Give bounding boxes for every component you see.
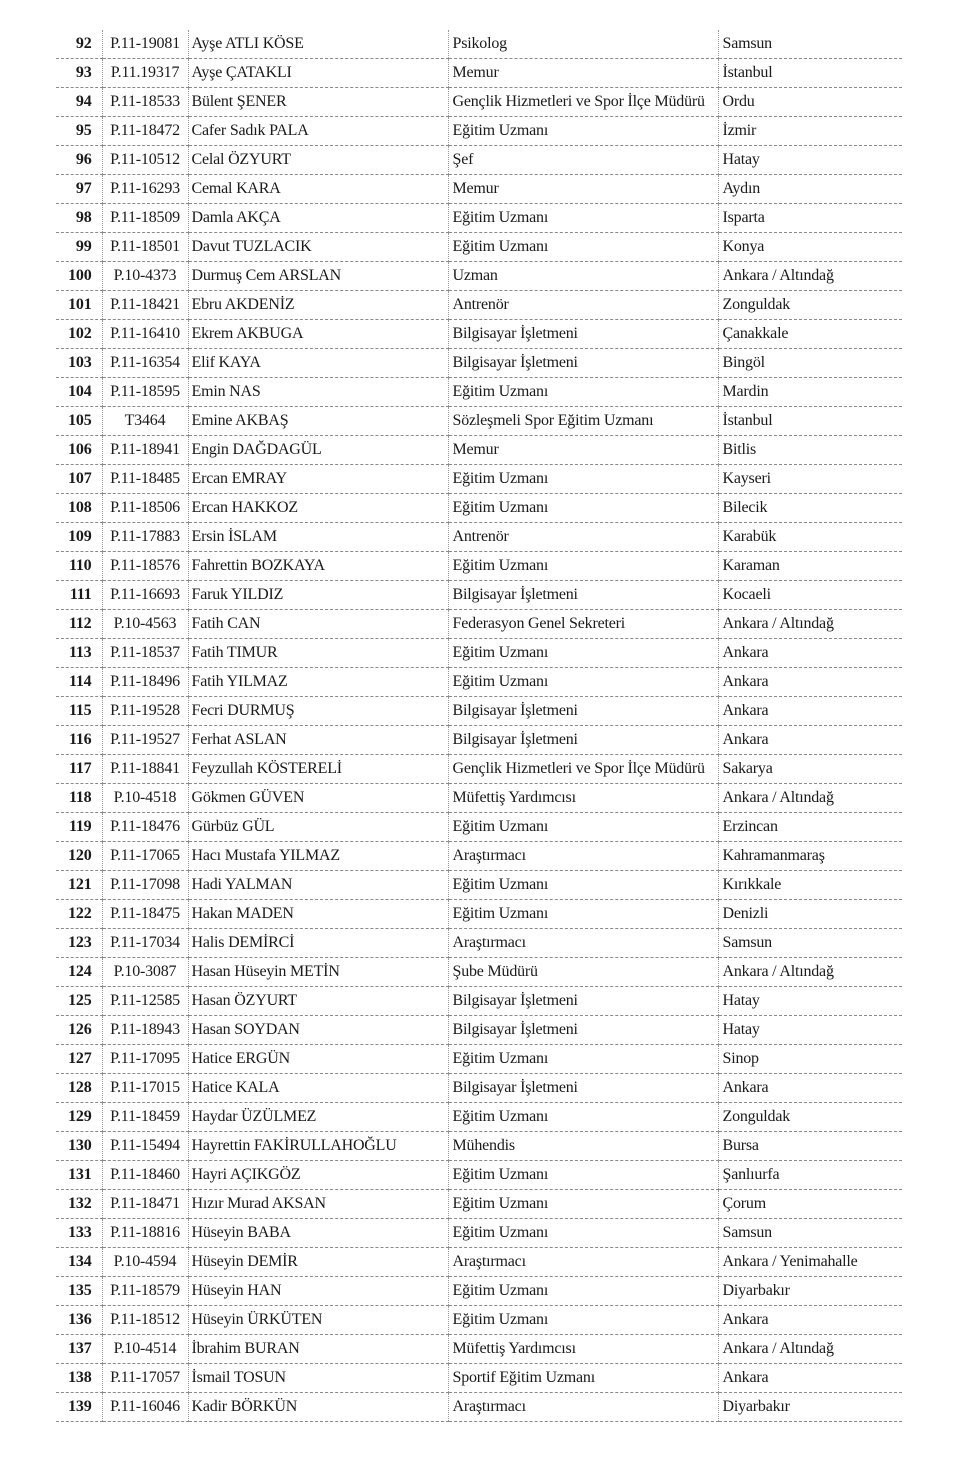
row-number-cell: 125 — [56, 987, 102, 1016]
person-name-cell: Hasan Hüseyin METİN — [188, 958, 448, 987]
table-row — [56, 726, 902, 755]
city-cell: Şanlıurfa — [718, 1161, 902, 1190]
row-number-cell: 104 — [56, 378, 102, 407]
registry-number-cell: P.11-16354 — [102, 349, 188, 378]
row-number-cell: 121 — [56, 871, 102, 900]
job-title-cell: Eğitim Uzmanı — [448, 639, 718, 668]
table-row — [56, 552, 902, 581]
person-name-cell: İsmail TOSUN — [188, 1364, 448, 1393]
person-name-cell: İbrahim BURAN — [188, 1335, 448, 1364]
registry-number-cell: P.11-16293 — [102, 175, 188, 204]
registry-number-cell: P.10-4594 — [102, 1248, 188, 1277]
city-cell: Ankara / Altındağ — [718, 262, 902, 291]
registry-number-cell: P.10-3087 — [102, 958, 188, 987]
job-title-cell: Eğitim Uzmanı — [448, 378, 718, 407]
row-number-cell: 134 — [56, 1248, 102, 1277]
registry-number-cell: P.11-10512 — [102, 146, 188, 175]
table-row — [56, 291, 902, 320]
job-title-cell: Eğitim Uzmanı — [448, 871, 718, 900]
city-cell: Diyarbakır — [718, 1277, 902, 1306]
city-cell: İstanbul — [718, 407, 902, 436]
row-number-cell: 97 — [56, 175, 102, 204]
person-name-cell: Davut TUZLACIK — [188, 233, 448, 262]
city-cell: Isparta — [718, 204, 902, 233]
table-row — [56, 88, 902, 117]
table-row — [56, 813, 902, 842]
table-row — [56, 262, 902, 291]
registry-number-cell: P.11-18816 — [102, 1219, 188, 1248]
person-name-cell: Engin DAĞDAGÜL — [188, 436, 448, 465]
table-row — [56, 697, 902, 726]
registry-number-cell: P.11-18459 — [102, 1103, 188, 1132]
table-row — [56, 117, 902, 146]
person-name-cell: Ebru AKDENİZ — [188, 291, 448, 320]
person-name-cell: Hüseyin HAN — [188, 1277, 448, 1306]
person-name-cell: Ayşe ÇATAKLI — [188, 59, 448, 88]
row-number-cell: 122 — [56, 900, 102, 929]
city-cell: Ankara / Altındağ — [718, 958, 902, 987]
registry-number-cell: P.11-16693 — [102, 581, 188, 610]
city-cell: Ankara — [718, 697, 902, 726]
row-number-cell: 107 — [56, 465, 102, 494]
table-row — [56, 465, 902, 494]
job-title-cell: Araştırmacı — [448, 842, 718, 871]
city-cell: Ankara — [718, 726, 902, 755]
registry-number-cell: P.11-19527 — [102, 726, 188, 755]
registry-number-cell: P.10-4514 — [102, 1335, 188, 1364]
registry-number-cell: P.11-18460 — [102, 1161, 188, 1190]
job-title-cell: Bilgisayar İşletmeni — [448, 320, 718, 349]
row-number-cell: 111 — [56, 581, 102, 610]
table-row — [56, 204, 902, 233]
job-title-cell: Eğitim Uzmanı — [448, 204, 718, 233]
person-name-cell: Kadir BÖRKÜN — [188, 1393, 448, 1422]
person-name-cell: Hüseyin ÜRKÜTEN — [188, 1306, 448, 1335]
person-name-cell: Hatice KALA — [188, 1074, 448, 1103]
city-cell: Bingöl — [718, 349, 902, 378]
job-title-cell: Antrenör — [448, 523, 718, 552]
registry-number-cell: P.11-17034 — [102, 929, 188, 958]
row-number-cell: 115 — [56, 697, 102, 726]
job-title-cell: Memur — [448, 436, 718, 465]
row-number-cell: 118 — [56, 784, 102, 813]
row-number-cell: 105 — [56, 407, 102, 436]
city-cell: Bursa — [718, 1132, 902, 1161]
person-name-cell: Hüseyin BABA — [188, 1219, 448, 1248]
person-name-cell: Fatih TIMUR — [188, 639, 448, 668]
city-cell: Ankara / Altındağ — [718, 784, 902, 813]
person-name-cell: Celal ÖZYURT — [188, 146, 448, 175]
person-name-cell: Durmuş Cem ARSLAN — [188, 262, 448, 291]
job-title-cell: Uzman — [448, 262, 718, 291]
person-name-cell: Ekrem AKBUGA — [188, 320, 448, 349]
person-name-cell: Cemal KARA — [188, 175, 448, 204]
city-cell: Karabük — [718, 523, 902, 552]
table-row — [56, 842, 902, 871]
person-name-cell: Haydar ÜZÜLMEZ — [188, 1103, 448, 1132]
job-title-cell: Eğitim Uzmanı — [448, 552, 718, 581]
row-number-cell: 127 — [56, 1045, 102, 1074]
registry-number-cell: P.10-4563 — [102, 610, 188, 639]
job-title-cell: Eğitim Uzmanı — [448, 668, 718, 697]
city-cell: Ankara — [718, 1306, 902, 1335]
registry-number-cell: P.11-19081 — [102, 30, 188, 59]
city-cell: Ankara / Altındağ — [718, 610, 902, 639]
registry-number-cell: P.11-18512 — [102, 1306, 188, 1335]
job-title-cell: Araştırmacı — [448, 1248, 718, 1277]
job-title-cell: Eğitim Uzmanı — [448, 813, 718, 842]
table-row — [56, 581, 902, 610]
row-number-cell: 106 — [56, 436, 102, 465]
job-title-cell: Memur — [448, 175, 718, 204]
registry-number-cell: P.11-18537 — [102, 639, 188, 668]
job-title-cell: Müfettiş Yardımcısı — [448, 1335, 718, 1364]
person-name-cell: Hasan ÖZYURT — [188, 987, 448, 1016]
table-row — [56, 378, 902, 407]
job-title-cell: Bilgisayar İşletmeni — [448, 1016, 718, 1045]
person-name-cell: Hüseyin DEMİR — [188, 1248, 448, 1277]
person-name-cell: Elif KAYA — [188, 349, 448, 378]
person-name-cell: Hızır Murad AKSAN — [188, 1190, 448, 1219]
registry-number-cell: P.11-18506 — [102, 494, 188, 523]
row-number-cell: 139 — [56, 1393, 102, 1422]
job-title-cell: Sportif Eğitim Uzmanı — [448, 1364, 718, 1393]
registry-number-cell: P.11.19317 — [102, 59, 188, 88]
row-number-cell: 132 — [56, 1190, 102, 1219]
table-row — [56, 1103, 902, 1132]
city-cell: Zonguldak — [718, 1103, 902, 1132]
registry-number-cell: P.11-18533 — [102, 88, 188, 117]
row-number-cell: 102 — [56, 320, 102, 349]
city-cell: Ankara / Yenimahalle — [718, 1248, 902, 1277]
person-name-cell: Hayrettin FAKİRULLAHOĞLU — [188, 1132, 448, 1161]
person-name-cell: Ayşe ATLI KÖSE — [188, 30, 448, 59]
registry-number-cell: P.11-18472 — [102, 117, 188, 146]
job-title-cell: Gençlik Hizmetleri ve Spor İlçe Müdürü — [448, 755, 718, 784]
table-row — [56, 349, 902, 378]
registry-number-cell: P.10-4518 — [102, 784, 188, 813]
person-name-cell: Hacı Mustafa YILMAZ — [188, 842, 448, 871]
city-cell: Aydın — [718, 175, 902, 204]
table-row — [56, 668, 902, 697]
job-title-cell: Bilgisayar İşletmeni — [448, 987, 718, 1016]
city-cell: Erzincan — [718, 813, 902, 842]
registry-number-cell: P.11-17883 — [102, 523, 188, 552]
row-number-cell: 93 — [56, 59, 102, 88]
table-row — [56, 1190, 902, 1219]
job-title-cell: Eğitim Uzmanı — [448, 1277, 718, 1306]
registry-number-cell: P.11-15494 — [102, 1132, 188, 1161]
table-row — [56, 900, 902, 929]
job-title-cell: Gençlik Hizmetleri ve Spor İlçe Müdürü — [448, 88, 718, 117]
registry-number-cell: P.11-18509 — [102, 204, 188, 233]
row-number-cell: 124 — [56, 958, 102, 987]
person-name-cell: Ferhat ASLAN — [188, 726, 448, 755]
registry-number-cell: P.11-18421 — [102, 291, 188, 320]
table-row — [56, 1045, 902, 1074]
registry-number-cell: P.11-16410 — [102, 320, 188, 349]
table-row — [56, 929, 902, 958]
registry-number-cell: P.11-18576 — [102, 552, 188, 581]
city-cell: Ankara — [718, 1364, 902, 1393]
table-row — [56, 175, 902, 204]
city-cell: Ordu — [718, 88, 902, 117]
registry-number-cell: P.11-17057 — [102, 1364, 188, 1393]
job-title-cell: Bilgisayar İşletmeni — [448, 697, 718, 726]
table-row — [56, 1161, 902, 1190]
person-name-cell: Gökmen GÜVEN — [188, 784, 448, 813]
job-title-cell: Bilgisayar İşletmeni — [448, 726, 718, 755]
job-title-cell: Eğitim Uzmanı — [448, 1219, 718, 1248]
registry-number-cell: P.11-18595 — [102, 378, 188, 407]
person-name-cell: Faruk YILDIZ — [188, 581, 448, 610]
city-cell: Sinop — [718, 1045, 902, 1074]
city-cell: İzmir — [718, 117, 902, 146]
table-row — [56, 871, 902, 900]
table-row — [56, 610, 902, 639]
job-title-cell: Eğitim Uzmanı — [448, 494, 718, 523]
person-name-cell: Emine AKBAŞ — [188, 407, 448, 436]
city-cell: Sakarya — [718, 755, 902, 784]
job-title-cell: Bilgisayar İşletmeni — [448, 581, 718, 610]
city-cell: Ankara — [718, 1074, 902, 1103]
person-name-cell: Cafer Sadık PALA — [188, 117, 448, 146]
row-number-cell: 94 — [56, 88, 102, 117]
row-number-cell: 133 — [56, 1219, 102, 1248]
person-name-cell: Damla AKÇA — [188, 204, 448, 233]
city-cell: Kahramanmaraş — [718, 842, 902, 871]
table-row — [56, 523, 902, 552]
table-row — [56, 1393, 902, 1422]
job-title-cell: Eğitim Uzmanı — [448, 1306, 718, 1335]
person-name-cell: Gürbüz GÜL — [188, 813, 448, 842]
job-title-cell: Eğitim Uzmanı — [448, 1045, 718, 1074]
registry-number-cell: P.11-12585 — [102, 987, 188, 1016]
city-cell: Diyarbakır — [718, 1393, 902, 1422]
job-title-cell: Eğitim Uzmanı — [448, 900, 718, 929]
job-title-cell: Sözleşmeli Spor Eğitim Uzmanı — [448, 407, 718, 436]
person-name-cell: Fecri DURMUŞ — [188, 697, 448, 726]
row-number-cell: 119 — [56, 813, 102, 842]
personnel-table — [56, 30, 902, 1422]
row-number-cell: 96 — [56, 146, 102, 175]
row-number-cell: 109 — [56, 523, 102, 552]
city-cell: Çanakkale — [718, 320, 902, 349]
row-number-cell: 130 — [56, 1132, 102, 1161]
row-number-cell: 95 — [56, 117, 102, 146]
row-number-cell: 135 — [56, 1277, 102, 1306]
row-number-cell: 112 — [56, 610, 102, 639]
registry-number-cell: P.11-18941 — [102, 436, 188, 465]
table-row — [56, 1219, 902, 1248]
job-title-cell: Şube Müdürü — [448, 958, 718, 987]
registry-number-cell: P.11-17015 — [102, 1074, 188, 1103]
personnel-table-body — [56, 30, 902, 1422]
city-cell: Bilecik — [718, 494, 902, 523]
row-number-cell: 138 — [56, 1364, 102, 1393]
row-number-cell: 116 — [56, 726, 102, 755]
job-title-cell: Psikolog — [448, 30, 718, 59]
row-number-cell: 126 — [56, 1016, 102, 1045]
table-row — [56, 1016, 902, 1045]
registry-number-cell: P.11-18841 — [102, 755, 188, 784]
table-row — [56, 30, 902, 59]
table-row — [56, 436, 902, 465]
person-name-cell: Bülent ŞENER — [188, 88, 448, 117]
city-cell: Karaman — [718, 552, 902, 581]
row-number-cell: 110 — [56, 552, 102, 581]
table-row — [56, 1277, 902, 1306]
table-row — [56, 987, 902, 1016]
registry-number-cell: P.11-19528 — [102, 697, 188, 726]
city-cell: Samsun — [718, 30, 902, 59]
registry-number-cell: P.11-18496 — [102, 668, 188, 697]
row-number-cell: 131 — [56, 1161, 102, 1190]
city-cell: Ankara — [718, 639, 902, 668]
person-name-cell: Emin NAS — [188, 378, 448, 407]
person-name-cell: Hasan SOYDAN — [188, 1016, 448, 1045]
table-row — [56, 320, 902, 349]
person-name-cell: Fatih YILMAZ — [188, 668, 448, 697]
row-number-cell: 137 — [56, 1335, 102, 1364]
job-title-cell: Memur — [448, 59, 718, 88]
table-row — [56, 494, 902, 523]
city-cell: Samsun — [718, 929, 902, 958]
job-title-cell: Federasyon Genel Sekreteri — [448, 610, 718, 639]
registry-number-cell: P.11-17065 — [102, 842, 188, 871]
row-number-cell: 108 — [56, 494, 102, 523]
registry-number-cell: P.11-17095 — [102, 1045, 188, 1074]
job-title-cell: Bilgisayar İşletmeni — [448, 349, 718, 378]
table-row — [56, 1248, 902, 1277]
row-number-cell: 101 — [56, 291, 102, 320]
registry-number-cell: P.11-18471 — [102, 1190, 188, 1219]
person-name-cell: Fahrettin BOZKAYA — [188, 552, 448, 581]
table-row — [56, 1306, 902, 1335]
job-title-cell: Eğitim Uzmanı — [448, 1161, 718, 1190]
person-name-cell: Hatice ERGÜN — [188, 1045, 448, 1074]
person-name-cell: Halis DEMİRCİ — [188, 929, 448, 958]
city-cell: Ankara / Altındağ — [718, 1335, 902, 1364]
job-title-cell: Eğitim Uzmanı — [448, 1103, 718, 1132]
table-row — [56, 639, 902, 668]
city-cell: Hatay — [718, 987, 902, 1016]
table-row — [56, 1132, 902, 1161]
registry-number-cell: P.10-4373 — [102, 262, 188, 291]
registry-number-cell: P.11-17098 — [102, 871, 188, 900]
registry-number-cell: P.11-18475 — [102, 900, 188, 929]
person-name-cell: Hayri AÇIKGÖZ — [188, 1161, 448, 1190]
row-number-cell: 99 — [56, 233, 102, 262]
city-cell: Konya — [718, 233, 902, 262]
city-cell: Mardin — [718, 378, 902, 407]
job-title-cell: Araştırmacı — [448, 1393, 718, 1422]
table-row — [56, 755, 902, 784]
registry-number-cell: P.11-18485 — [102, 465, 188, 494]
row-number-cell: 114 — [56, 668, 102, 697]
registry-number-cell: P.11-18476 — [102, 813, 188, 842]
person-name-cell: Hakan MADEN — [188, 900, 448, 929]
table-row — [56, 59, 902, 88]
city-cell: Ankara — [718, 668, 902, 697]
job-title-cell: Müfettiş Yardımcısı — [448, 784, 718, 813]
person-name-cell: Hadi YALMAN — [188, 871, 448, 900]
city-cell: Hatay — [718, 1016, 902, 1045]
city-cell: Zonguldak — [718, 291, 902, 320]
row-number-cell: 117 — [56, 755, 102, 784]
table-row — [56, 958, 902, 987]
table-row — [56, 1335, 902, 1364]
table-row — [56, 233, 902, 262]
row-number-cell: 113 — [56, 639, 102, 668]
city-cell: Bitlis — [718, 436, 902, 465]
table-row — [56, 146, 902, 175]
registry-number-cell: P.11-18943 — [102, 1016, 188, 1045]
city-cell: Kırıkkale — [718, 871, 902, 900]
job-title-cell: Antrenör — [448, 291, 718, 320]
job-title-cell: Eğitim Uzmanı — [448, 1190, 718, 1219]
row-number-cell: 92 — [56, 30, 102, 59]
registry-number-cell: P.11-18579 — [102, 1277, 188, 1306]
row-number-cell: 103 — [56, 349, 102, 378]
row-number-cell: 100 — [56, 262, 102, 291]
job-title-cell: Bilgisayar İşletmeni — [448, 1074, 718, 1103]
person-name-cell: Ercan EMRAY — [188, 465, 448, 494]
city-cell: Samsun — [718, 1219, 902, 1248]
city-cell: Çorum — [718, 1190, 902, 1219]
person-name-cell: Fatih CAN — [188, 610, 448, 639]
job-title-cell: Mühendis — [448, 1132, 718, 1161]
city-cell: Kayseri — [718, 465, 902, 494]
registry-number-cell: P.11-16046 — [102, 1393, 188, 1422]
table-row — [56, 1364, 902, 1393]
city-cell: Hatay — [718, 146, 902, 175]
city-cell: Kocaeli — [718, 581, 902, 610]
registry-number-cell: T3464 — [102, 407, 188, 436]
row-number-cell: 98 — [56, 204, 102, 233]
table-row — [56, 1074, 902, 1103]
job-title-cell: Eğitim Uzmanı — [448, 465, 718, 494]
table-row — [56, 407, 902, 436]
job-title-cell: Araştırmacı — [448, 929, 718, 958]
city-cell: Denizli — [718, 900, 902, 929]
job-title-cell: Eğitim Uzmanı — [448, 233, 718, 262]
city-cell: İstanbul — [718, 59, 902, 88]
row-number-cell: 120 — [56, 842, 102, 871]
person-name-cell: Ersin İSLAM — [188, 523, 448, 552]
person-name-cell: Feyzullah KÖSTERELİ — [188, 755, 448, 784]
person-name-cell: Ercan HAKKOZ — [188, 494, 448, 523]
registry-number-cell: P.11-18501 — [102, 233, 188, 262]
table-row — [56, 784, 902, 813]
row-number-cell: 128 — [56, 1074, 102, 1103]
row-number-cell: 136 — [56, 1306, 102, 1335]
row-number-cell: 123 — [56, 929, 102, 958]
job-title-cell: Eğitim Uzmanı — [448, 117, 718, 146]
row-number-cell: 129 — [56, 1103, 102, 1132]
job-title-cell: Şef — [448, 146, 718, 175]
